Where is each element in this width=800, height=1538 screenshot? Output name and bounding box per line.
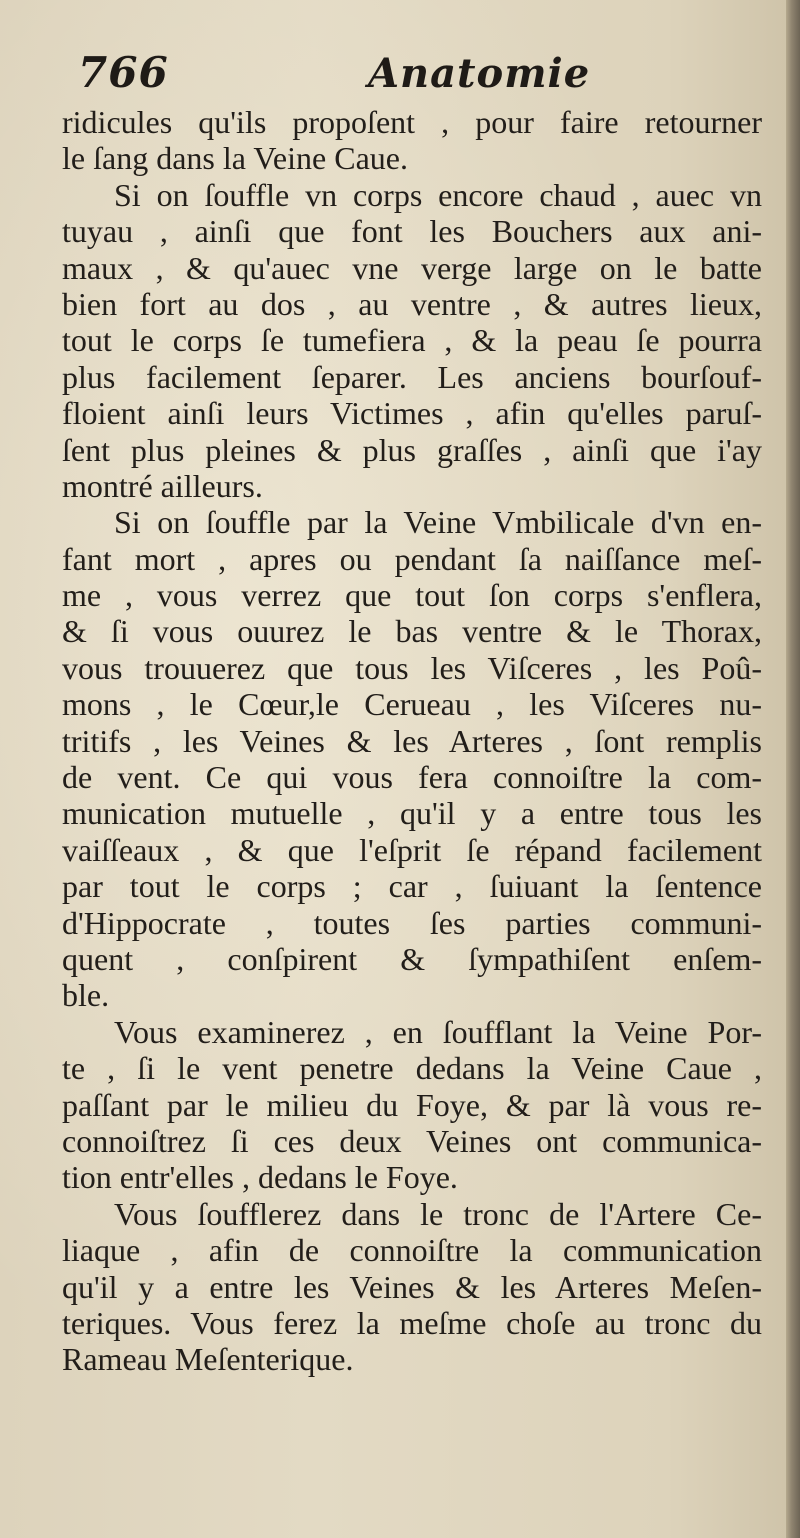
text-line: ſent plus pleines & plus graſſes , ainſi que i'ay	[62, 431, 762, 468]
text-line: quent , conſpirent & ſympathiſent enſem-	[62, 940, 762, 977]
text-line: plus facilement ſeparer. Les anciens bourſouf-	[62, 358, 762, 395]
text-line: teriques. Vous ferez la meſme choſe au tronc du	[62, 1304, 762, 1341]
text-line: bien fort au dos , au ventre , & autres lieux,	[62, 285, 762, 322]
text-line: ble.	[62, 977, 110, 1014]
page-header	[78, 48, 778, 108]
text-line: Si on ſouffle par la Veine Vmbilicale d'vn en-	[114, 504, 762, 541]
text-line: Vous ſoufflerez dans le tronc de l'Artere Ce-	[114, 1195, 762, 1232]
text-line: connoiſtrez ſi ces deux Veines ont communica-	[62, 1122, 762, 1159]
text-line: tuyau , ainſi que font les Bouchers aux ani-	[62, 213, 762, 250]
text-line: vaiſſeaux , & que l'eſprit ſe répand facilement	[62, 831, 762, 868]
text-line: montré ailleurs.	[62, 467, 263, 504]
text-line: Vous examinerez , en ſoufflant la Veine Por-	[114, 1013, 762, 1050]
text-line: & ſi vous ouurez le bas ventre & le Thorax,	[62, 613, 762, 650]
text-line: mons , le Cœur,le Cerueau , les Viſceres nu-	[62, 686, 762, 723]
text-line: ridicules qu'ils propoſent , pour faire retourner	[62, 104, 762, 140]
text-line: floient ainſi leurs Victimes , afin qu'elles paruſ-	[62, 395, 762, 432]
text-line: liaque , afin de connoiſtre la communication	[62, 1232, 762, 1269]
text-line: paſſant par le milieu du Foye, & par là vous re-	[62, 1086, 762, 1123]
text-line: fant mort , apres ou pendant ſa naiſſance meſ-	[62, 540, 762, 577]
text-line: par tout le corps ; car , ſuiuant la ſentence	[62, 868, 762, 905]
text-line: munication mutuelle , qu'il y a entre tous les	[62, 795, 762, 832]
text-line: tout le corps ſe tumefiera , & la peau ſe pourra	[62, 322, 762, 359]
body-text	[62, 104, 762, 1378]
text-line: vous trouuerez que tous les Viſceres , les Poû-	[62, 649, 762, 686]
book-spine-edge	[786, 0, 800, 1538]
text-line: Si on ſouffle vn corps encore chaud , auec vn	[114, 176, 762, 213]
text-line: qu'il y a entre les Veines & les Arteres Meſen-	[62, 1268, 762, 1305]
text-line: me , vous verrez que tout ſon corps s'enflera,	[62, 577, 762, 614]
text-line: de vent. Ce qui vous fera connoiſtre la com-	[62, 759, 762, 796]
running-title: Anatomie	[368, 50, 591, 97]
text-line: le ſang dans la Veine Caue.	[62, 140, 408, 177]
text-line: maux , & qu'auec vne verge large on le batte	[62, 249, 762, 286]
text-line: tion entr'elles , dedans le Foye.	[62, 1159, 458, 1196]
page-number: 766	[78, 48, 169, 97]
text-line: tritifs , les Veines & les Arteres , ſont remplis	[62, 722, 762, 759]
text-line: d'Hippocrate , toutes ſes parties communi-	[62, 904, 762, 941]
text-line: te , ſi le vent penetre dedans la Veine Caue ,	[62, 1050, 762, 1087]
text-line: Rameau Meſenterique.	[62, 1341, 354, 1378]
